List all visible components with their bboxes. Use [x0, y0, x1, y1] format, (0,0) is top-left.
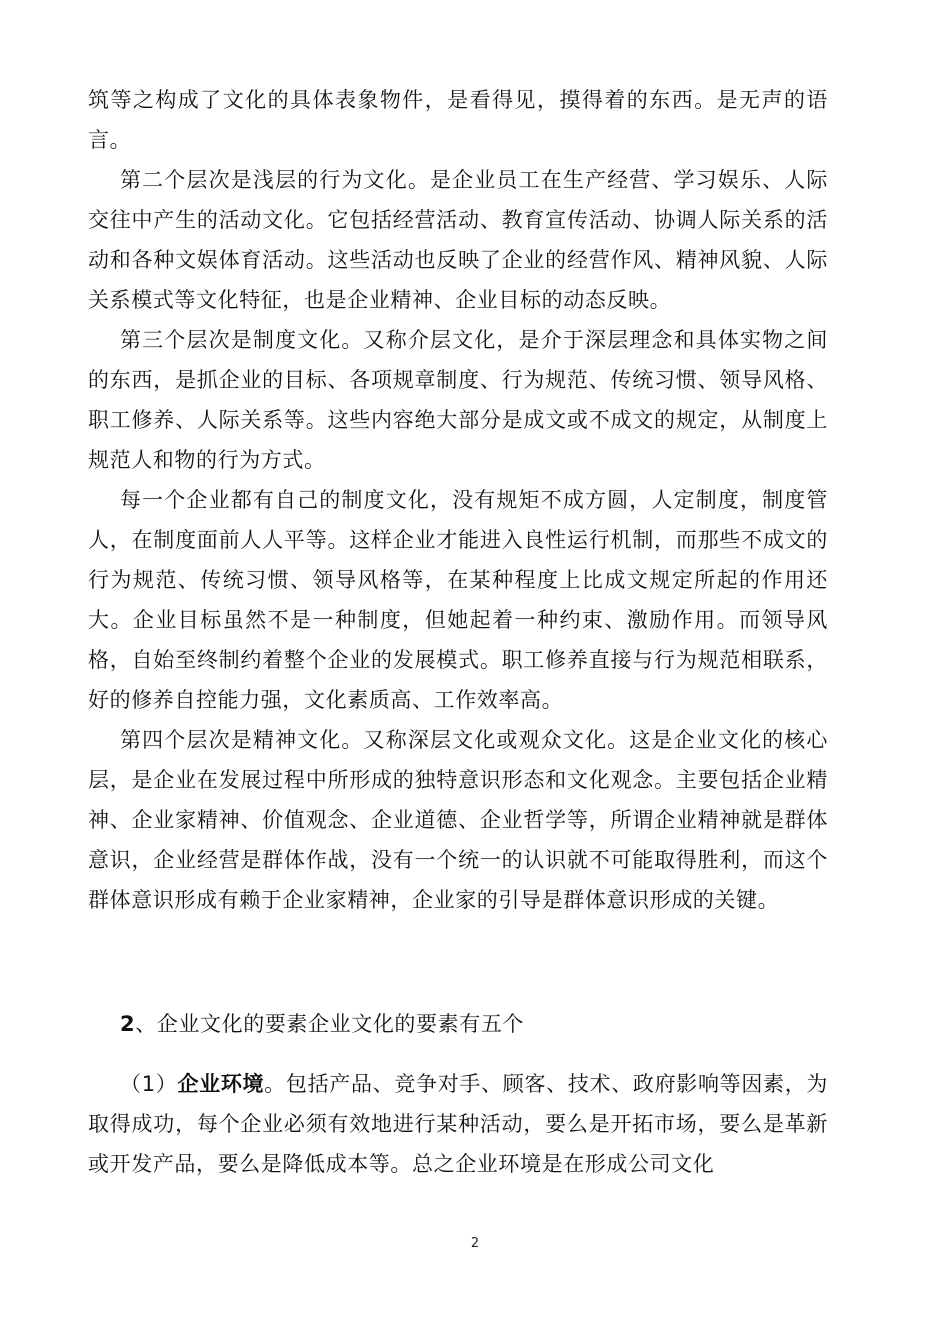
item-prefix: （1） [120, 1072, 178, 1096]
section-heading [120, 1004, 524, 1044]
body-text [88, 80, 828, 920]
item-paragraph [88, 1064, 828, 1184]
section-number: 2 [120, 1012, 136, 1036]
item-text: 。包括产品、竞争对手、顾客、技术、政府影响等因素，为取得成功，每个企业必须有效地进行某种活动，要么是开拓市场，要么是革新或开发产品，要么是降低成本等。总之企业环境是在形成公司文化 [88, 1072, 828, 1176]
item-label: 企业环境 [177, 1072, 265, 1096]
paragraph-spirit-culture: 第四个层次是精神文化。又称深层文化或观众文化。这是企业文化的核心层，是企业在发展过程中所形成的独特意识形态和文化观念。主要包括企业精神、企业家精神、价值观念、企业道德、企业哲学等，所谓企业精神就是群体意识，企业经营是群体作战，没有一个统一的认识就不可能取得胜利，而这个群体意识形成有赖于企业家精神，企业家的引导是群体意识形成的关键。 [88, 728, 828, 912]
section-title: 、企业文化的要素企业文化的要素有五个 [135, 1012, 525, 1036]
paragraph-continuation: 筑等之构成了文化的具体表象物件，是看得见，摸得着的东西。是无声的语言。 [88, 88, 828, 152]
list-item [88, 1064, 828, 1184]
paragraph-system-culture-detail: 每一个企业都有自己的制度文化，没有规矩不成方圆，人定制度，制度管人，在制度面前人人平等。这样企业才能进入良性运行机制，而那些不成文的行为规范、传统习惯、领导风格等，在某种程度上比成文规定所起的作用还大。企业目标虽然不是一种制度，但她起着一种约束、激励作用。而领导风格，自始至终制约着整个企业的发展模式。职工修养直接与行为规范相联系，好的修养自控能力强，文化素质高、工作效率高。 [88, 488, 828, 712]
page-number: 2 [470, 1236, 480, 1251]
paragraph-behavior-culture: 第二个层次是浅层的行为文化。是企业员工在生产经营、学习娱乐、人际交往中产生的活动文化。它包括经营活动、教育宣传活动、协调人际关系的活动和各种文娱体育活动。这些活动也反映了企业的经营作风、精神风貌、人际关系模式等文化特征，也是企业精神、企业目标的动态反映。 [88, 168, 828, 312]
paragraph-system-culture: 第三个层次是制度文化。又称介层文化，是介于深层理念和具体实物之间的东西，是抓企业的目标、各项规章制度、行为规范、传统习惯、领导风格、职工修养、人际关系等。这些内容绝大部分是成文或不成文的规定，从制度上规范人和物的行为方式。 [88, 328, 828, 472]
